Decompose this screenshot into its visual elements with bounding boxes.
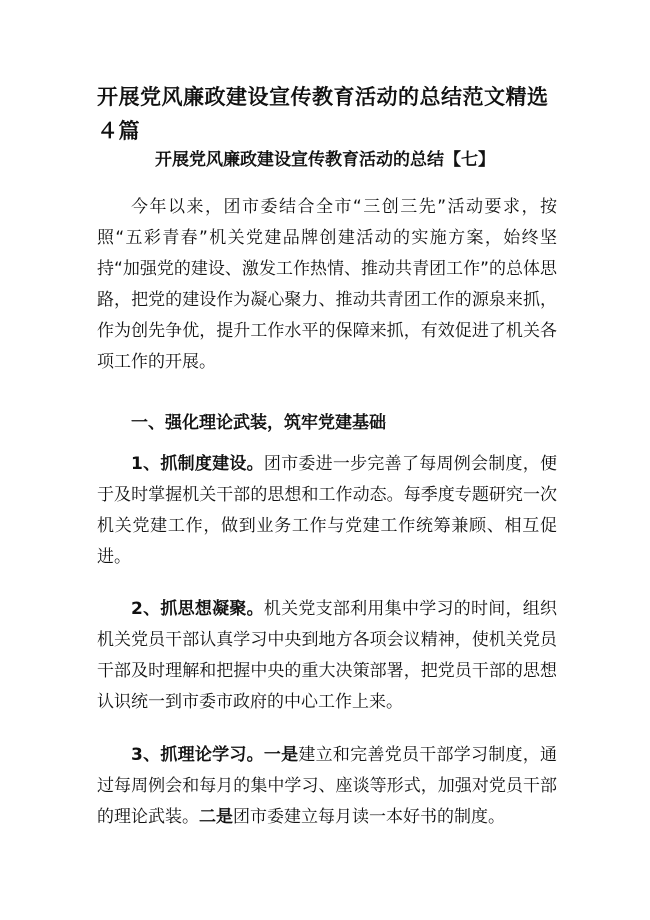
intro-paragraph: 今年以来，团市委结合全市“三创三先”活动要求，按照“五彩青春”机关党建品牌创建活动的实施方案，始终坚持“加强党的建设、激发工作热情、推动共青团工作”的总体思路，把党的建设作为凝心聚力、推动共青团工作的源泉来抓，作为创先争优，提升工作水平的保障来抓，有效促进了机关各项工作的开展。 (97, 197, 557, 372)
item-1-text: 团市委进一步完善了每周例会制度，便于及时掌握机关干部的思想和工作动态。每季度专题研究一次机关党建工作，做到业务工作与党建工作统筹兼顾、相互促进。 (97, 454, 557, 567)
item-2-text: 机关党支部利用集中学习的时间，组织机关党员干部认真学习中央到地方各项会议精神，使机关党员干部及时理解和把握中央的重大决策部署，把党员干部的思想认识统一到市委市政府的中心工作上来。 (97, 599, 557, 712)
document-title: 开展党风廉政建设宣传教育活动的总结范文精选４篇 (97, 85, 549, 143)
item-3-part1-lead: 一是 (263, 745, 299, 765)
item-3-paragraph (97, 740, 557, 833)
item-3-part1-text: 建立和完善党员干部学习制度，通过每周例会和每月的集中学习、座谈等形式，加强对党员干部的理论武装。 (97, 745, 557, 827)
item-1-paragraph (97, 449, 557, 573)
item-3-part2-lead: 二是 (199, 807, 233, 827)
item-3-lead: 3、抓理论学习。 (131, 745, 264, 765)
item-2-lead: 2、抓思想凝聚。 (131, 599, 264, 619)
item-2-paragraph (97, 594, 557, 718)
document-subtitle: 开展党风廉政建设宣传教育活动的总结【七】 (155, 150, 495, 170)
section-heading: 一、强化理论武装，筑牢党建基础 (131, 413, 386, 433)
item-1-lead: 1、抓制度建设。 (131, 454, 264, 474)
item-3-part2-text: 团市委建立每月读一本好书的制度。 (233, 807, 505, 827)
